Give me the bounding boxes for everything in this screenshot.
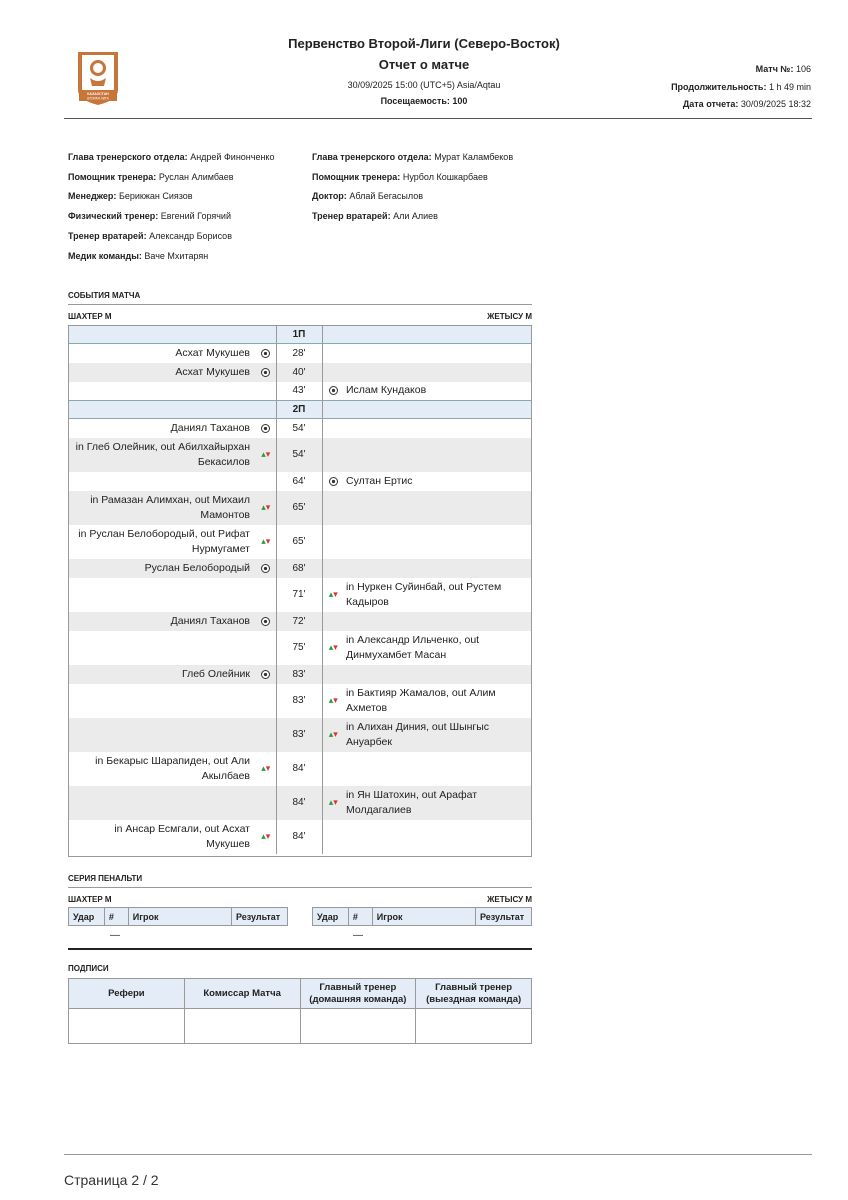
svg-text:ВТОРАЯ ЛИГА: ВТОРАЯ ЛИГА [87,96,109,101]
penalties-home-team: ШАХТЕР М [68,895,112,904]
events-home-team: ШАХТЕР М [68,312,112,321]
event-home-text: in Ансар Есмгали, out Асхат Мукушев [114,822,250,850]
attendance: Посещаемость: 100 [380,96,468,106]
home-staff-row: Менеджер: Берикжан Сиязов [68,191,193,202]
event-away-text: in Бактияр Жамалов, out Алим Ахметов [346,686,496,714]
signatures-section-title: ПОДПИСИ [68,964,109,973]
event-minute: 65' [276,525,322,559]
sig-commissioner-cell [184,1009,300,1044]
home-staff-row: Глава тренерского отдела: Андрей Финонченко [68,152,275,162]
event-minute: 64' [276,472,322,491]
substitution-icon: ▴▾ [328,797,338,808]
event-away-text: in Ян Шатохин, out Арафат Молдагалиев [344,786,532,820]
event-minute: 54' [276,438,322,472]
event-home-text: Даниял Таханов [68,612,256,631]
event-minute: 68' [276,559,322,578]
match-duration: Продолжительность: 1 h 49 min [671,82,811,92]
substitution-icon: ▴▾ [261,763,271,774]
substitution-icon: ▴▾ [328,642,338,653]
event-home-text: in Глеб Олейник, out Абилхайырхан Бекасилов [68,438,256,472]
sig-home-coach-header: Главный тренер (домашняя команда) [300,979,416,1009]
event-minute: 84' [276,752,322,786]
event-minute: 43' [276,382,322,401]
event-away-text: Ислам Кундаков [346,384,427,397]
events-section-title: СОБЫТИЯ МАТЧА [68,291,141,300]
event-home-text: Глеб Олейник [68,665,256,684]
period-label: 2П [276,401,322,419]
home-staff-row: Медик команды: Ваче Мхитарян [68,250,209,261]
event-home-text: in Рамазан Алимхан, out Михаил Мамонтов [68,491,256,525]
event-minute: 65' [276,491,322,525]
event-minute: 54' [276,419,322,438]
away-staff-row: Помощник тренера: Нурбол Кошкарбаев [312,171,488,182]
home-staff-list [68,148,274,266]
penalties-home-empty: — [110,930,120,941]
home-staff-row: Физический тренер: Евгений Горячий [68,211,231,222]
sig-referee-header: Рефери [69,979,185,1009]
event-minute: 83' [276,665,322,684]
event-minute: 84' [276,786,322,820]
event-minute: 28' [276,344,322,363]
home-staff-row: Помощник тренера: Руслан Алимбаев [68,171,234,182]
signatures-table [68,978,532,1044]
penalties-home-table: Удар # Игрок Результат [68,907,288,926]
match-number: Матч №: 106 [755,64,811,74]
events-table-frame [68,325,532,857]
event-minute: 40' [276,363,322,382]
substitution-icon: ▴▾ [328,695,338,706]
sig-commissioner-header: Комиссар Матча [184,979,300,1009]
events-divider [68,304,532,305]
penalties-away-table: Удар # Игрок Результат [312,907,532,926]
penalties-end-divider [68,948,532,950]
event-minute: 72' [276,612,322,631]
event-home-text: Асхат Мукушев [68,363,256,382]
event-home-text: in Руслан Белобородый, out Рифат Нурмугамет [78,527,250,555]
report-date: Дата отчета: 30/09/2025 18:32 [682,99,811,109]
home-staff-row: Тренер вратарей: Александр Борисов [68,230,232,241]
period-label: 1П [276,326,322,344]
event-minute: 71' [276,578,322,612]
event-home-text: in Бекарыс Шарапиден, out Али Акылбаев [95,754,250,782]
events-away-team: ЖЕТЫСУ М [487,312,532,321]
penalties-away-empty: — [353,930,363,941]
event-minute: 83' [276,718,322,752]
away-staff-row: Глава тренерского отдела: Мурат Каламбеков [312,152,514,162]
event-minute: 84' [276,820,322,854]
substitution-icon: ▴▾ [261,502,271,513]
footer-divider [64,1154,812,1155]
substitution-icon: ▴▾ [328,589,338,600]
page-subtitle: Отчет о матче [378,57,470,72]
event-away-text: in Нуркен Суйинбай, out Рустем Кадыров [346,580,502,608]
event-home-text: Даниял Таханов [170,421,250,434]
event-minute: 83' [276,684,322,718]
header-divider [64,118,812,119]
match-datetime: 30/09/2025 15:00 (UTC+5) Asia/Aqtau [347,80,501,90]
away-staff-row: Доктор: Аблай Бегасылов [312,191,423,202]
substitution-icon: ▴▾ [261,831,271,842]
substitution-icon: ▴▾ [261,449,271,460]
away-staff-row: Тренер вратарей: Али Алиев [312,211,438,222]
away-staff-list [312,148,513,227]
event-away-text: in Алихан Диния, out Шынгыс Ануарбек [344,718,532,752]
sig-away-coach-header: Главный тренер (выездная команда) [416,979,532,1009]
page-title: Первенство Второй-Лиги (Северо-Восток) [288,36,560,51]
event-home-text: Руслан Белобородый [68,559,256,578]
event-away-text: Султан Ертис [346,474,413,487]
page-number: Страница 2 / 2 [64,1172,159,1188]
sig-away-coach-cell [416,1009,532,1044]
penalties-divider [68,887,532,888]
substitution-icon: ▴▾ [328,729,338,740]
event-minute: 75' [276,631,322,665]
penalties-away-team: ЖЕТЫСУ М [487,895,532,904]
event-away-text: in Александр Ильченко, out Динмухамбет Масан [346,633,480,661]
sig-home-coach-cell [300,1009,416,1044]
svg-text:КАЗАХСТАН: КАЗАХСТАН [87,92,109,96]
penalties-section-title: СЕРИЯ ПЕНАЛЬТИ [68,874,143,883]
substitution-icon: ▴▾ [261,536,271,547]
sig-referee-cell [69,1009,185,1044]
event-home-text: Асхат Мукушев [175,346,250,359]
